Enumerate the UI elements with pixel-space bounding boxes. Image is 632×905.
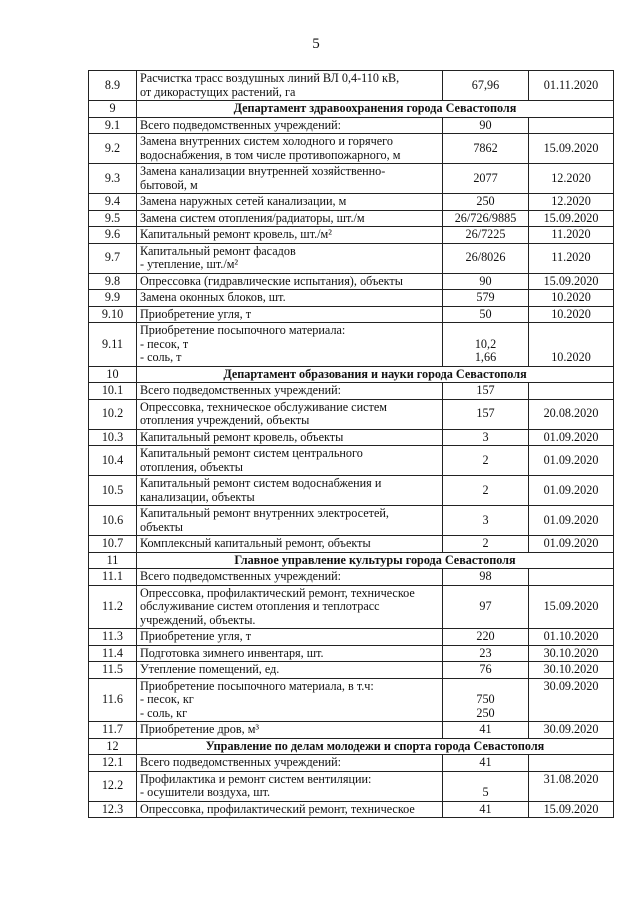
table-row	[89, 801, 614, 818]
row-number: 10	[89, 366, 137, 383]
value-line: 50	[479, 306, 492, 321]
item-description	[137, 399, 443, 429]
row-number: 9.1	[89, 117, 137, 134]
row-number: 11.1	[89, 569, 137, 586]
item-value	[443, 755, 529, 772]
item-deadline	[529, 755, 614, 772]
item-deadline: 11.2020	[529, 243, 614, 273]
table-row	[89, 585, 614, 629]
row-number: 11.2	[89, 585, 137, 629]
table-row	[89, 71, 614, 101]
item-description	[137, 323, 443, 367]
section-title: Управление по делам молодежи и спорта города Севастополя	[137, 738, 614, 755]
description-line: Всего подведомственных учреждений:	[140, 383, 342, 397]
item-deadline	[529, 569, 614, 586]
table-row	[89, 429, 614, 446]
description-line: отопления учреждений, объекты	[140, 413, 310, 427]
description-line: от дикорастущих растений, га	[140, 84, 296, 99]
item-deadline: 01.09.2020	[529, 476, 614, 506]
section-header-row	[89, 552, 614, 569]
row-number: 12.3	[89, 801, 137, 818]
item-deadline: 15.09.2020	[529, 210, 614, 227]
description-line: Подготовка зимнего инвентаря, шт.	[140, 645, 324, 660]
section-title: Главное управление культуры города Севастополя	[137, 552, 614, 569]
item-value	[443, 476, 529, 506]
row-number: 9.11	[89, 323, 137, 367]
row-number: 9.4	[89, 194, 137, 211]
row-number: 10.2	[89, 399, 137, 429]
table-row	[89, 536, 614, 553]
description-line: Капитальный ремонт систем центрального	[140, 446, 363, 460]
table-row	[89, 134, 614, 164]
page-number: 5	[312, 36, 320, 52]
section-title: Департамент образования и науки города Севастополя	[137, 366, 614, 383]
item-value	[443, 429, 529, 446]
row-number: 11.4	[89, 645, 137, 662]
table-row	[89, 662, 614, 679]
description-line: Приобретение угля, т	[140, 629, 252, 643]
item-value	[443, 585, 529, 629]
item-deadline	[529, 117, 614, 134]
item-deadline: 30.09.2020	[529, 722, 614, 739]
description-line: Утепление помещений, ед.	[140, 662, 280, 676]
row-number: 9.2	[89, 134, 137, 164]
item-deadline: 10.2020	[529, 306, 614, 323]
table-row	[89, 446, 614, 476]
item-deadline: 15.09.2020	[529, 273, 614, 290]
description-line: Расчистка трасс воздушных линий ВЛ 0,4-110 кВ,	[140, 71, 400, 85]
table-row	[89, 569, 614, 586]
description-line: Приобретение дров, м³	[140, 722, 260, 736]
item-description	[137, 194, 443, 211]
row-number: 11.7	[89, 722, 137, 739]
item-value	[443, 569, 529, 586]
value-line: 26/8026	[465, 250, 506, 265]
description-line: - соль, т	[140, 350, 182, 364]
item-value	[443, 506, 529, 536]
value-line: 90	[479, 117, 492, 132]
description-line: Опрессовка, профилактический ремонт, техническое	[140, 801, 415, 816]
item-description	[137, 662, 443, 679]
table-row	[89, 306, 614, 323]
table-row	[89, 678, 614, 722]
item-value	[443, 134, 529, 164]
item-description	[137, 227, 443, 244]
item-value	[443, 446, 529, 476]
value-line: 41	[479, 722, 492, 736]
item-deadline: 01.10.2020	[529, 629, 614, 646]
value-line: 76	[479, 662, 492, 676]
item-deadline: 31.08.2020	[529, 771, 614, 801]
value-line: 1,66	[474, 350, 497, 364]
item-description	[137, 134, 443, 164]
item-description	[137, 273, 443, 290]
item-description	[137, 210, 443, 227]
row-number: 9.5	[89, 210, 137, 227]
value-line: 2	[482, 452, 489, 467]
item-deadline: 01.09.2020	[529, 536, 614, 553]
table-row	[89, 323, 614, 367]
description-line: Приобретение угля, т	[140, 306, 252, 321]
value-line: 10,2	[474, 336, 497, 351]
row-number: 8.9	[89, 71, 137, 101]
item-value	[443, 399, 529, 429]
item-description	[137, 771, 443, 801]
value-line	[446, 773, 525, 787]
value-line: 250	[476, 705, 495, 720]
table-row	[89, 210, 614, 227]
item-deadline: 01.09.2020	[529, 506, 614, 536]
row-number: 10.1	[89, 383, 137, 400]
item-deadline: 30.09.2020	[529, 678, 614, 722]
table-row	[89, 629, 614, 646]
description-line: обслуживание систем отопления и теплотрасс	[140, 599, 380, 613]
work-plan-table	[88, 70, 614, 818]
table-row	[89, 476, 614, 506]
value-line: 90	[479, 273, 492, 288]
item-value	[443, 290, 529, 307]
table-row	[89, 273, 614, 290]
table-row	[89, 506, 614, 536]
item-value	[443, 194, 529, 211]
item-value	[443, 801, 529, 818]
section-title: Департамент здравоохранения города Севастополя	[137, 101, 614, 118]
description-line: Капитальный ремонт внутренних электросетей,	[140, 506, 389, 520]
item-description	[137, 585, 443, 629]
description-line: Замена канализации внутренней хозяйственно-	[140, 164, 386, 178]
description-line: - утепление, шт./м²	[140, 257, 239, 271]
item-value	[443, 771, 529, 801]
description-line: Замена наружных сетей канализации, м	[140, 194, 347, 208]
item-value	[443, 629, 529, 646]
table-row	[89, 722, 614, 739]
row-number: 10.4	[89, 446, 137, 476]
item-value	[443, 210, 529, 227]
value-line: 2	[482, 482, 489, 497]
value-line: 26/726/9885	[454, 210, 517, 225]
row-number: 9	[89, 101, 137, 118]
item-description	[137, 569, 443, 586]
item-value	[443, 722, 529, 739]
item-description	[137, 645, 443, 662]
row-number: 11.3	[89, 629, 137, 646]
value-line	[446, 324, 525, 338]
description-line: учреждений, объекты.	[140, 612, 256, 627]
row-number: 10.6	[89, 506, 137, 536]
description-line: Капитальный ремонт кровель, объекты	[140, 429, 344, 444]
description-line: - песок, т	[140, 336, 189, 351]
value-line: 23	[479, 645, 492, 660]
item-value	[443, 273, 529, 290]
section-header-row	[89, 738, 614, 755]
item-description	[137, 722, 443, 739]
item-deadline: 01.09.2020	[529, 429, 614, 446]
item-description	[137, 306, 443, 323]
value-line: 67,96	[471, 77, 500, 92]
row-number: 12	[89, 738, 137, 755]
description-line: Комплексный капитальный ремонт, объекты	[140, 536, 371, 550]
table-row	[89, 755, 614, 772]
value-line: 7862	[473, 140, 498, 155]
item-deadline: 20.08.2020	[529, 399, 614, 429]
value-line: 98	[479, 569, 492, 583]
value-line: 5	[482, 785, 489, 799]
description-line: Опрессовка, техническое обслуживание систем	[140, 399, 387, 414]
description-line: Замена оконных блоков, шт.	[140, 290, 286, 304]
item-description	[137, 429, 443, 446]
description-line: Приобретение посыпочного материала:	[140, 323, 346, 337]
row-number: 12.1	[89, 755, 137, 772]
row-number: 9.9	[89, 290, 137, 307]
value-line: 41	[479, 801, 492, 816]
value-line: 2	[482, 536, 489, 550]
description-line: Замена внутренних систем холодного и горячего	[140, 134, 393, 148]
item-deadline: 11.2020	[529, 227, 614, 244]
table-row	[89, 227, 614, 244]
item-deadline: 15.09.2020	[529, 134, 614, 164]
item-value	[443, 71, 529, 101]
description-line: Опрессовка, профилактический ремонт, техническое	[140, 585, 415, 600]
item-value	[443, 678, 529, 722]
table-row	[89, 164, 614, 194]
description-line: - соль, кг	[140, 705, 188, 720]
row-number: 9.10	[89, 306, 137, 323]
value-line: 579	[476, 290, 495, 304]
value-line: 26/7225	[465, 227, 506, 241]
item-deadline: 12.2020	[529, 194, 614, 211]
row-number: 10.3	[89, 429, 137, 446]
description-line: Всего подведомственных учреждений:	[140, 117, 342, 132]
item-description	[137, 243, 443, 273]
description-line: канализации, объекты	[140, 489, 255, 504]
description-line: бытовой, м	[140, 177, 198, 192]
table-row	[89, 243, 614, 273]
description-line: Капитальный ремонт фасадов	[140, 243, 296, 258]
description-line: объекты	[140, 519, 183, 534]
item-description	[137, 801, 443, 818]
row-number: 11.5	[89, 662, 137, 679]
value-line: 220	[476, 629, 495, 643]
description-line: Опрессовка (гидравлические испытания), объекты	[140, 273, 403, 288]
description-line: Всего подведомственных учреждений:	[140, 755, 342, 769]
item-deadline: 10.2020	[529, 323, 614, 367]
item-deadline: 15.09.2020	[529, 585, 614, 629]
item-deadline: 10.2020	[529, 290, 614, 307]
row-number: 12.2	[89, 771, 137, 801]
item-description	[137, 755, 443, 772]
description-line: Замена систем отопления/радиаторы, шт./м	[140, 210, 365, 225]
item-value	[443, 117, 529, 134]
table-row	[89, 290, 614, 307]
item-value	[443, 536, 529, 553]
description-line: - осушители воздуха, шт.	[140, 785, 271, 799]
item-value	[443, 383, 529, 400]
row-number: 9.7	[89, 243, 137, 273]
table-row	[89, 383, 614, 400]
description-line: - песок, кг	[140, 692, 194, 706]
table-row	[89, 645, 614, 662]
item-deadline: 30.10.2020	[529, 645, 614, 662]
description-line: Капитальный ремонт кровель, шт./м²	[140, 227, 332, 241]
description-line: Всего подведомственных учреждений:	[140, 569, 342, 583]
item-value	[443, 227, 529, 244]
row-number: 9.6	[89, 227, 137, 244]
value-line: 97	[479, 599, 492, 613]
value-line: 2077	[473, 170, 498, 185]
item-value	[443, 645, 529, 662]
value-line: 3	[482, 429, 489, 444]
item-description	[137, 383, 443, 400]
row-number: 11	[89, 552, 137, 569]
section-header-row	[89, 366, 614, 383]
row-number: 9.3	[89, 164, 137, 194]
value-line: 750	[476, 692, 495, 706]
section-header-row	[89, 101, 614, 118]
item-value	[443, 243, 529, 273]
item-value	[443, 323, 529, 367]
item-description	[137, 164, 443, 194]
item-value	[443, 164, 529, 194]
table-row	[89, 399, 614, 429]
table-row	[89, 771, 614, 801]
item-value	[443, 662, 529, 679]
value-line: 41	[479, 755, 492, 769]
description-line: отопления, объекты	[140, 459, 243, 474]
item-description	[137, 117, 443, 134]
value-line	[446, 680, 525, 694]
item-deadline: 12.2020	[529, 164, 614, 194]
description-line: Приобретение посыпочного материала, в т.ч:	[140, 678, 374, 693]
row-number: 9.8	[89, 273, 137, 290]
description-line: Капитальный ремонт систем водоснабжения и	[140, 476, 382, 490]
item-description	[137, 476, 443, 506]
item-description	[137, 678, 443, 722]
item-description	[137, 506, 443, 536]
row-number: 10.5	[89, 476, 137, 506]
item-description	[137, 536, 443, 553]
value-line: 3	[482, 512, 489, 527]
description-line: Профилактика и ремонт систем вентиляции:	[140, 771, 372, 786]
item-deadline	[529, 383, 614, 400]
row-number: 11.6	[89, 678, 137, 722]
row-number: 10.7	[89, 536, 137, 553]
item-deadline: 30.10.2020	[529, 662, 614, 679]
item-deadline: 01.11.2020	[529, 71, 614, 101]
item-description	[137, 290, 443, 307]
item-description	[137, 629, 443, 646]
description-line: водоснабжения, в том числе противопожарного, м	[140, 147, 401, 162]
item-deadline: 15.09.2020	[529, 801, 614, 818]
value-line: 157	[476, 406, 495, 421]
item-description	[137, 446, 443, 476]
item-value	[443, 306, 529, 323]
value-line: 157	[476, 383, 495, 397]
table-row	[89, 117, 614, 134]
item-description	[137, 71, 443, 101]
value-line: 250	[476, 194, 495, 208]
item-deadline: 01.09.2020	[529, 446, 614, 476]
table-row	[89, 194, 614, 211]
